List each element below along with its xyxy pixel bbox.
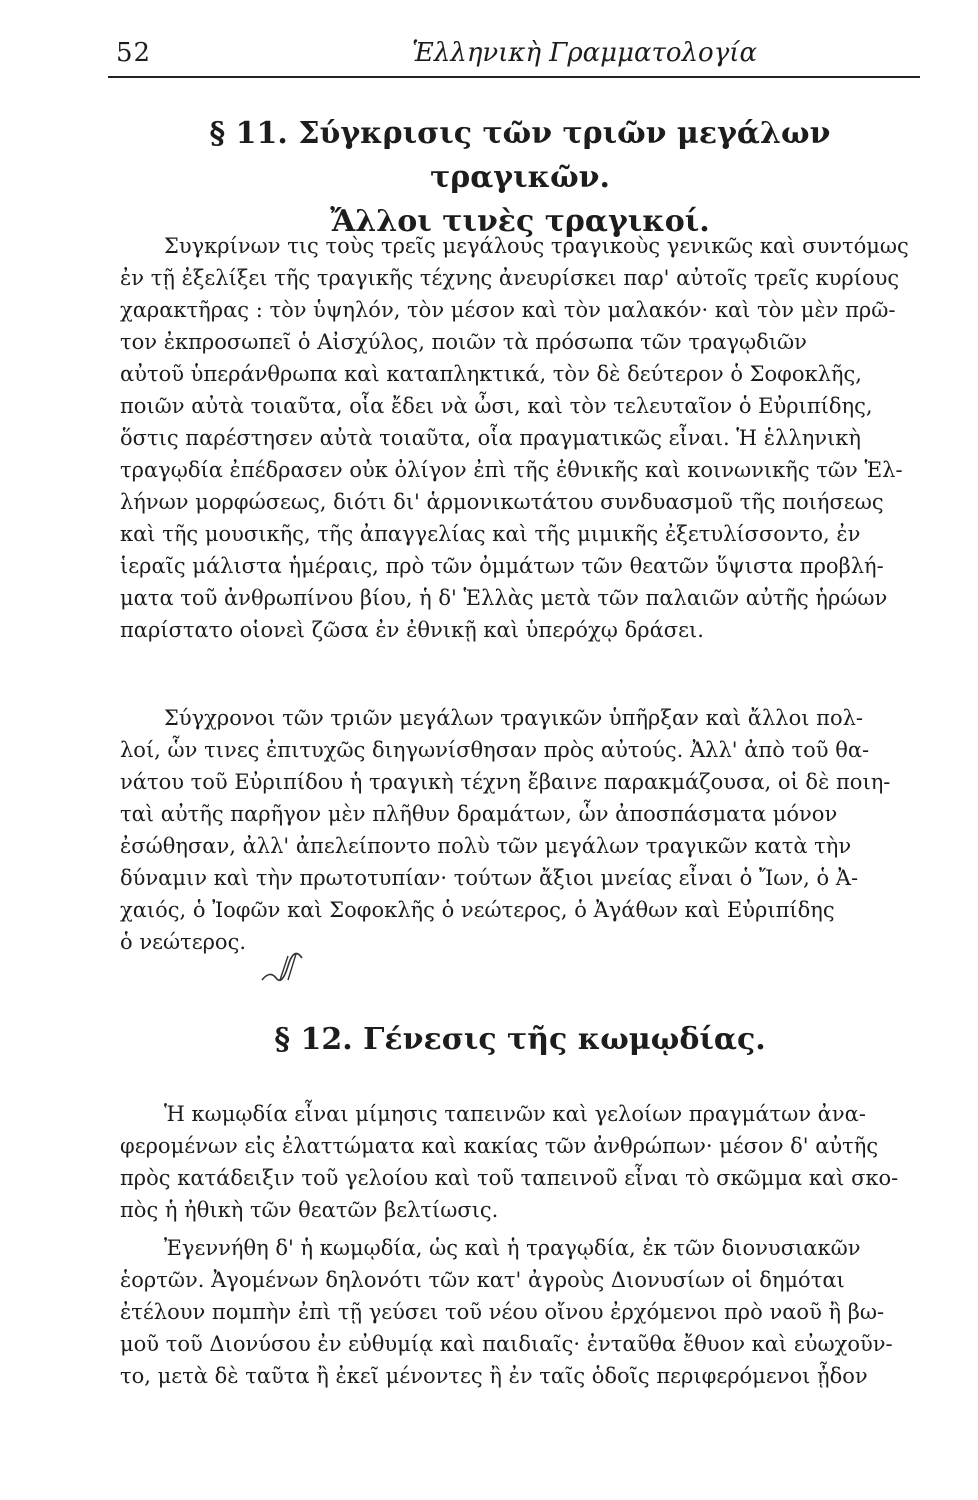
section-11-heading-line1: § 11. Σύγκρισις τῶν τριῶν μεγάλων τραγικῶν. bbox=[209, 116, 831, 195]
text-line: ταὶ αὐτῆς παρῆγον μὲν πλῆθυν δραμάτων, ὧν ἀποσπάσματα μόνον bbox=[120, 802, 838, 826]
handwritten-mark bbox=[258, 950, 314, 990]
header-rule bbox=[108, 76, 920, 78]
text-line: καὶ τῆς μουσικῆς, τῆς ἀπαγγελίας καὶ τῆς μιμικῆς ἐξετυλίσσοντο, ἐν bbox=[120, 522, 861, 546]
section-11-paragraph-1 bbox=[120, 230, 912, 646]
text-line: χαρακτῆρας : τὸν ὑψηλόν, τὸν μέσον καὶ τὸν μαλακόν· καὶ τὸν μὲν πρῶ- bbox=[120, 298, 896, 322]
text-line: Συγκρίνων τις τοὺς τρεῖς μεγάλους τραγικοὺς γενικῶς καὶ συντόμως bbox=[164, 234, 909, 258]
text-line: ἐν τῇ ἐξελίξει τῆς τραγικῆς τέχνης ἀνευρίσκει παρ' αὐτοῖς τρεῖς κυρίους bbox=[120, 266, 900, 290]
text-line: ἱεραῖς μάλιστα ἡμέραις, πρὸ τῶν ὀμμάτων τῶν θεατῶν ὕψιστα προβλή- bbox=[120, 554, 884, 578]
text-line: χαιός, ὁ Ἰοφῶν καὶ Σοφοκλῆς ὁ νεώτερος, ὁ Ἀγάθων καὶ Εὐριπίδης bbox=[120, 898, 835, 922]
text-line: νάτου τοῦ Εὐριπίδου ἡ τραγικὴ τέχνη ἔβαινε παρακμάζουσα, οἱ δὲ ποιη- bbox=[120, 770, 891, 794]
text-line: ἐτέλουν πομπὴν ἐπὶ τῇ γεύσει τοῦ νέου οἴνου ἐρχόμενοι πρὸ ναοῦ ἢ βω- bbox=[120, 1300, 885, 1324]
running-title: Ἑλληνικὴ Γραμματολογία bbox=[412, 38, 757, 68]
text-line: παρίστατο οἱονεὶ ζῶσα ἐν ἐθνικῇ καὶ ὑπερόχῳ δράσει. bbox=[120, 618, 704, 642]
text-line: αὐτοῦ ὑπεράνθρωπα καὶ καταπληκτικά, τὸν δὲ δεύτερον ὁ Σοφοκλῆς, bbox=[120, 362, 862, 386]
text-line: ἑορτῶν. Ἀγομένων δηλονότι τῶν κατ' ἀγροὺς Διονυσίων οἱ δημόται bbox=[120, 1268, 845, 1292]
page-number: 52 bbox=[116, 38, 152, 68]
section-11-heading bbox=[140, 112, 900, 244]
text-line: τραγῳδία ἐπέδρασεν οὐκ ὀλίγον ἐπὶ τῆς ἐθνικῆς καὶ κοινωνικῆς τῶν Ἑλ- bbox=[120, 458, 903, 482]
section-12-paragraph-1 bbox=[120, 1098, 912, 1226]
text-line: πρὸς κατάδειξιν τοῦ γελοίου καὶ τοῦ ταπεινοῦ εἶναι τὸ σκῶμμα καὶ σκο- bbox=[120, 1166, 899, 1190]
text-line: ματα τοῦ ἀνθρωπίνου βίου, ἡ δ' Ἑλλὰς μετὰ τῶν παλαιῶν αὐτῆς ἡρώων bbox=[120, 586, 888, 610]
text-line: Ἐγεννήθη δ' ἡ κωμῳδία, ὡς καὶ ἡ τραγῳδία, ἐκ τῶν διονυσιακῶν bbox=[164, 1236, 861, 1260]
text-line: δύναμιν καὶ τὴν πρωτοτυπίαν· τούτων ἄξιοι μνείας εἶναι ὁ Ἴων, ὁ Ἀ- bbox=[120, 866, 859, 890]
text-line: ἐσώθησαν, ἀλλ' ἀπελείποντο πολὺ τῶν μεγάλων τραγικῶν κατὰ τὴν bbox=[120, 834, 852, 858]
text-line: ὁ νεώτερος. bbox=[120, 930, 247, 954]
section-12-heading: § 12. Γένεσις τῆς κωμῳδίας. bbox=[274, 1022, 766, 1057]
text-line: το, μετὰ δὲ ταῦτα ἢ ἐκεῖ μένοντες ἢ ἐν ταῖς ὁδοῖς περιφερόμενοι ᾖδον bbox=[120, 1364, 868, 1388]
page-header bbox=[112, 30, 920, 80]
text-line: Ἡ κωμῳδία εἶναι μίμησις ταπεινῶν καὶ γελοίων πραγμάτων ἀνα- bbox=[164, 1102, 866, 1126]
text-line: ποιῶν αὐτὰ τοιαῦτα, οἷα ἔδει νὰ ὦσι, καὶ τὸν τελευταῖον ὁ Εὐριπίδης, bbox=[120, 394, 873, 418]
text-line: λοί, ὧν τινες ἐπιτυχῶς διηγωνίσθησαν πρὸς αὐτούς. Ἀλλ' ἀπὸ τοῦ θα- bbox=[120, 738, 870, 762]
section-11-heading-line2: Ἄλλοι τινὲς τραγικοί. bbox=[330, 204, 710, 239]
text-line: μοῦ τοῦ Διονύσου ἐν εὐθυμίᾳ καὶ παιδιαῖς· ἐνταῦθα ἔθυον καὶ εὐωχοῦν- bbox=[120, 1332, 893, 1356]
text-line: λήνων μορφώσεως, διότι δι' ἁρμονικωτάτου συνδυασμοῦ τῆς ποιήσεως bbox=[120, 490, 884, 514]
text-line: ὅστις παρέστησεν αὐτὰ τοιαῦτα, οἷα πραγματικῶς εἶναι. Ἡ ἑλληνικὴ bbox=[120, 426, 861, 450]
section-12-paragraph-2 bbox=[120, 1232, 912, 1392]
section-11-paragraph-2 bbox=[120, 702, 912, 958]
text-line: Σύγχρονοι τῶν τριῶν μεγάλων τραγικῶν ὑπῆρξαν καὶ ἄλλοι πολ- bbox=[164, 706, 863, 730]
text-line: φερομένων εἰς ἐλαττώματα καὶ κακίας τῶν ἀνθρώπων· μέσον δ' αὐτῆς bbox=[120, 1134, 879, 1158]
text-line: πὸς ἡ ἠθικὴ τῶν θεατῶν βελτίωσις. bbox=[120, 1198, 499, 1222]
text-line: τον ἐκπροσωπεῖ ὁ Αἰσχύλος, ποιῶν τὰ πρόσωπα τῶν τραγῳδιῶν bbox=[120, 330, 807, 354]
